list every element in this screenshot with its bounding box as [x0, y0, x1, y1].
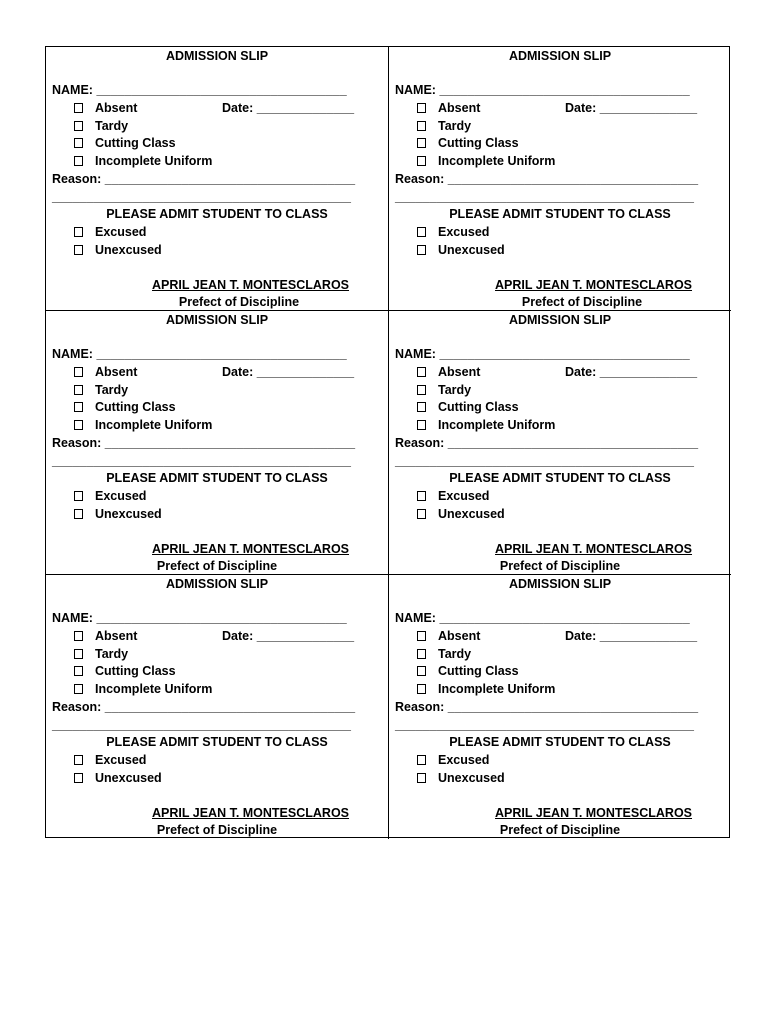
- status-checklist: [417, 224, 505, 259]
- reason-option-label: Tardy: [95, 646, 129, 661]
- checkbox-icon[interactable]: [74, 509, 83, 519]
- status-checklist: [417, 488, 505, 523]
- reason-option-label: Cutting Class: [438, 400, 519, 415]
- checkbox-icon[interactable]: [417, 491, 426, 501]
- admit-instruction: PLEASE ADMIT STUDENT TO CLASS: [449, 471, 671, 485]
- date-field: Date: ______________: [565, 365, 698, 379]
- date-field: Date: ______________: [222, 365, 355, 379]
- reason-option: [417, 417, 555, 435]
- status-option-label: Unexcused: [438, 506, 505, 521]
- checkbox-icon[interactable]: [74, 402, 83, 412]
- reason-option: [74, 135, 212, 153]
- signer-name: APRIL JEAN T. MONTESCLAROS: [152, 806, 350, 820]
- reason-field: Reason: ____________________________________: [395, 700, 699, 714]
- signer-role: Prefect of Discipline: [499, 823, 621, 837]
- status-option: [74, 224, 162, 242]
- admit-instruction: PLEASE ADMIT STUDENT TO CLASS: [106, 207, 328, 221]
- name-field: NAME: ____________________________________: [395, 83, 690, 97]
- slip-title: ADMISSION SLIP: [165, 49, 269, 63]
- checkbox-icon[interactable]: [417, 385, 426, 395]
- reason-field: Reason: ____________________________________: [395, 436, 699, 450]
- reason-option: [74, 118, 212, 136]
- reason-option-label: Tardy: [95, 382, 129, 397]
- checkbox-icon[interactable]: [74, 103, 83, 113]
- name-field: NAME: ____________________________________: [52, 347, 347, 361]
- status-option-label: Unexcused: [438, 770, 505, 785]
- status-option-label: Unexcused: [438, 242, 505, 257]
- status-option: [417, 506, 505, 524]
- status-option: [74, 752, 162, 770]
- checkbox-icon[interactable]: [417, 666, 426, 676]
- reason-option: [417, 153, 555, 171]
- status-option: [417, 242, 505, 260]
- status-option-label: Unexcused: [95, 506, 162, 521]
- checkbox-icon[interactable]: [74, 121, 83, 131]
- admit-instruction: PLEASE ADMIT STUDENT TO CLASS: [449, 735, 671, 749]
- status-option-label: Excused: [95, 225, 147, 239]
- signer-role: Prefect of Discipline: [156, 559, 278, 573]
- checkbox-icon[interactable]: [417, 138, 426, 148]
- checkbox-icon[interactable]: [74, 755, 83, 765]
- checkbox-icon[interactable]: [417, 631, 426, 641]
- signer-role: Prefect of Discipline: [178, 295, 300, 309]
- checkbox-icon[interactable]: [417, 227, 426, 237]
- status-option: [417, 752, 505, 770]
- name-field: NAME: ____________________________________: [52, 611, 347, 625]
- reason-blank-line: ___________________________________________: [52, 718, 351, 732]
- reason-checklist: [417, 364, 555, 434]
- checkbox-icon[interactable]: [74, 666, 83, 676]
- slip-title: ADMISSION SLIP: [165, 313, 269, 327]
- slip-title: ADMISSION SLIP: [508, 577, 612, 591]
- reason-option: [417, 135, 555, 153]
- admission-slip: [389, 47, 731, 311]
- status-option: [417, 488, 505, 506]
- reason-option: [74, 628, 212, 646]
- reason-field: Reason: ____________________________________: [395, 172, 699, 186]
- reason-blank-line: ___________________________________________: [395, 190, 694, 204]
- admit-instruction: PLEASE ADMIT STUDENT TO CLASS: [106, 735, 328, 749]
- reason-blank-line: ___________________________________________: [52, 190, 351, 204]
- admit-instruction: PLEASE ADMIT STUDENT TO CLASS: [449, 207, 671, 221]
- status-checklist: [74, 752, 162, 787]
- checkbox-icon[interactable]: [74, 227, 83, 237]
- reason-option-label: Cutting Class: [95, 136, 176, 151]
- reason-blank-line: ___________________________________________: [52, 454, 351, 468]
- checkbox-icon[interactable]: [417, 509, 426, 519]
- reason-field: Reason: ____________________________________: [52, 172, 356, 186]
- reason-option-label: Incomplete Uniform: [438, 153, 556, 168]
- date-field: Date: ______________: [222, 629, 355, 643]
- reason-option: [417, 100, 555, 118]
- signer-role: Prefect of Discipline: [521, 295, 643, 309]
- reason-option: [74, 417, 212, 435]
- reason-option-label: Incomplete Uniform: [438, 417, 556, 432]
- slip-title: ADMISSION SLIP: [508, 49, 612, 63]
- status-checklist: [417, 752, 505, 787]
- reason-option-label: Absent: [438, 629, 481, 643]
- reason-option: [417, 399, 555, 417]
- reason-option-label: Cutting Class: [95, 400, 176, 415]
- status-checklist: [74, 488, 162, 523]
- signer-name: APRIL JEAN T. MONTESCLAROS: [495, 542, 693, 556]
- checkbox-icon[interactable]: [417, 684, 426, 694]
- status-option: [417, 224, 505, 242]
- reason-option-label: Absent: [95, 101, 138, 115]
- status-option: [74, 242, 162, 260]
- checkbox-icon[interactable]: [74, 138, 83, 148]
- checkbox-icon[interactable]: [74, 684, 83, 694]
- reason-option: [74, 399, 212, 417]
- reason-blank-line: ___________________________________________: [395, 454, 694, 468]
- reason-checklist: [74, 364, 212, 434]
- date-field: Date: ______________: [565, 629, 698, 643]
- admission-slip-sheet: [45, 46, 730, 838]
- checkbox-icon[interactable]: [417, 649, 426, 659]
- reason-field: Reason: ____________________________________: [52, 700, 356, 714]
- admission-slip: [46, 47, 389, 311]
- signer-role: Prefect of Discipline: [499, 559, 621, 573]
- reason-blank-line: ___________________________________________: [395, 718, 694, 732]
- checkbox-icon[interactable]: [74, 773, 83, 783]
- reason-option-label: Absent: [95, 629, 138, 643]
- admission-slip: [389, 311, 731, 575]
- status-option-label: Excused: [438, 489, 490, 503]
- reason-option: [417, 364, 555, 382]
- checkbox-icon[interactable]: [74, 420, 83, 430]
- reason-option: [417, 646, 555, 664]
- reason-checklist: [74, 628, 212, 698]
- reason-option-label: Incomplete Uniform: [438, 681, 556, 696]
- reason-option: [417, 628, 555, 646]
- signer-name: APRIL JEAN T. MONTESCLAROS: [152, 542, 350, 556]
- reason-option: [417, 663, 555, 681]
- reason-option: [417, 118, 555, 136]
- reason-option: [74, 646, 212, 664]
- reason-option: [74, 681, 212, 699]
- reason-option-label: Tardy: [438, 118, 472, 133]
- name-field: NAME: ____________________________________: [395, 611, 690, 625]
- checkbox-icon[interactable]: [74, 649, 83, 659]
- reason-option: [74, 100, 212, 118]
- status-option-label: Excused: [95, 489, 147, 503]
- admit-instruction: PLEASE ADMIT STUDENT TO CLASS: [106, 471, 328, 485]
- reason-option-label: Cutting Class: [438, 664, 519, 679]
- reason-option-label: Absent: [438, 101, 481, 115]
- reason-option: [74, 382, 212, 400]
- status-option: [74, 488, 162, 506]
- reason-option-label: Absent: [438, 365, 481, 379]
- status-option: [74, 770, 162, 788]
- checkbox-icon[interactable]: [417, 103, 426, 113]
- checkbox-icon[interactable]: [74, 156, 83, 166]
- status-option-label: Excused: [438, 753, 490, 767]
- reason-option-label: Cutting Class: [95, 664, 176, 679]
- checkbox-icon[interactable]: [417, 156, 426, 166]
- checkbox-icon[interactable]: [417, 420, 426, 430]
- reason-checklist: [417, 100, 555, 170]
- reason-option: [74, 153, 212, 171]
- reason-option: [417, 681, 555, 699]
- reason-checklist: [417, 628, 555, 698]
- checkbox-icon[interactable]: [417, 367, 426, 377]
- slip-title: ADMISSION SLIP: [508, 313, 612, 327]
- checkbox-icon[interactable]: [74, 245, 83, 255]
- status-option-label: Unexcused: [95, 242, 162, 257]
- signer-name: APRIL JEAN T. MONTESCLAROS: [152, 278, 350, 292]
- checkbox-icon[interactable]: [74, 491, 83, 501]
- date-field: Date: ______________: [222, 101, 355, 115]
- admission-slip: [389, 575, 731, 839]
- signer-name: APRIL JEAN T. MONTESCLAROS: [495, 806, 693, 820]
- admission-slip: [46, 311, 389, 575]
- reason-option: [74, 364, 212, 382]
- reason-option: [74, 663, 212, 681]
- reason-option-label: Incomplete Uniform: [95, 681, 213, 696]
- checkbox-icon[interactable]: [417, 245, 426, 255]
- reason-field: Reason: ____________________________________: [52, 436, 356, 450]
- checkbox-icon[interactable]: [74, 631, 83, 641]
- name-field: NAME: ____________________________________: [52, 83, 347, 97]
- status-option-label: Excused: [438, 225, 490, 239]
- checkbox-icon[interactable]: [74, 385, 83, 395]
- name-field: NAME: ____________________________________: [395, 347, 690, 361]
- status-option: [417, 770, 505, 788]
- checkbox-icon[interactable]: [417, 402, 426, 412]
- reason-option-label: Incomplete Uniform: [95, 153, 213, 168]
- signer-name: APRIL JEAN T. MONTESCLAROS: [495, 278, 693, 292]
- status-checklist: [74, 224, 162, 259]
- slip-title: ADMISSION SLIP: [165, 577, 269, 591]
- status-option: [74, 506, 162, 524]
- date-field: Date: ______________: [565, 101, 698, 115]
- reason-option-label: Absent: [95, 365, 138, 379]
- checkbox-icon[interactable]: [417, 755, 426, 765]
- reason-option: [417, 382, 555, 400]
- checkbox-icon[interactable]: [417, 773, 426, 783]
- reason-checklist: [74, 100, 212, 170]
- status-option-label: Excused: [95, 753, 147, 767]
- reason-option-label: Tardy: [95, 118, 129, 133]
- checkbox-icon[interactable]: [74, 367, 83, 377]
- admission-slip: [46, 575, 389, 839]
- reason-option-label: Incomplete Uniform: [95, 417, 213, 432]
- checkbox-icon[interactable]: [417, 121, 426, 131]
- status-option-label: Unexcused: [95, 770, 162, 785]
- signer-role: Prefect of Discipline: [156, 823, 278, 837]
- reason-option-label: Cutting Class: [438, 136, 519, 151]
- reason-option-label: Tardy: [438, 646, 472, 661]
- reason-option-label: Tardy: [438, 382, 472, 397]
